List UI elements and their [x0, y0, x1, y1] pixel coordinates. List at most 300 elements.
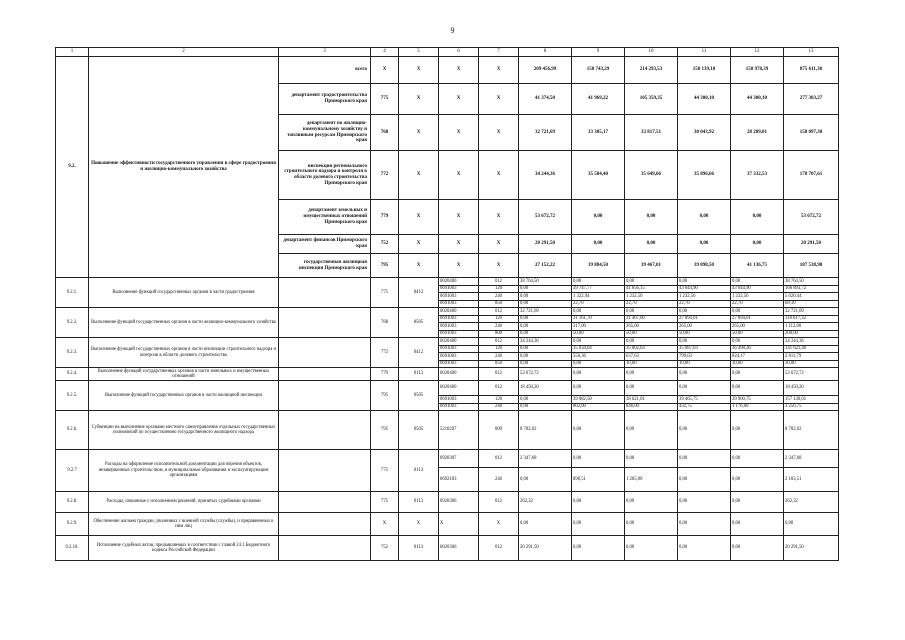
code-csr: 0920306: [439, 492, 479, 513]
amount-cell: 0,00: [572, 360, 625, 368]
amount-cell: 1 232,50: [731, 293, 784, 301]
code-rzpr: 0505: [399, 308, 439, 338]
amount-cell: 8 702,02: [784, 411, 839, 450]
code-grbs: 795: [371, 381, 399, 411]
amount-cell: 0,00: [572, 368, 625, 381]
amount-cell: 178 707,61: [784, 151, 839, 200]
header-cell-9: 9: [572, 48, 625, 57]
amount-cell: 32 721,69: [784, 308, 839, 316]
amount-cell: 22,70: [731, 300, 784, 308]
amount-cell: 44 300,10: [678, 84, 731, 115]
responsible-executor: [279, 536, 371, 561]
amount-cell: 1 232,50: [678, 293, 731, 301]
responsible-executor: [279, 450, 371, 492]
amount-cell: 22,70: [572, 300, 625, 308]
activity-name: Обеспечение жильем граждан, уволенных с военной службы (службы), и приравненных к ним лиц: [89, 513, 279, 536]
activity-name: Субвенции на выполнение органами местного самоуправления отдельных государственных полномочий по осуществлению государственного жилищного надзора: [89, 411, 279, 450]
amount-cell: 50,00: [678, 330, 731, 338]
activity-name: Выполнение функций государственных органов в части жилищной инспекции: [89, 381, 279, 411]
amount-cell: 22,70: [625, 300, 678, 308]
amount-cell: 0,00: [625, 338, 678, 346]
amount-cell: 317,00: [572, 323, 625, 331]
amount-cell: 34 244,36: [519, 338, 572, 346]
amount-cell: 35 649,66: [625, 151, 678, 200]
code-vr: 240: [479, 403, 519, 411]
amount-cell: 38 764,50: [519, 278, 572, 286]
code-csr: 0020400: [439, 368, 479, 381]
code-grbs: 772: [371, 338, 399, 368]
amount-cell: 39 747,77: [572, 285, 625, 293]
header-cell-3: 3: [279, 48, 371, 57]
amount-cell: 0,00: [678, 338, 731, 346]
amount-cell: 150 978,39: [731, 57, 784, 84]
amount-cell: 209 456,99: [519, 57, 572, 84]
amount-cell: 0,00: [572, 513, 625, 536]
code-vr: X: [479, 513, 519, 536]
amount-cell: 0,00: [519, 315, 572, 323]
detail-row: [56, 381, 839, 396]
code-rzpr: X: [399, 151, 439, 200]
code-vr: X: [479, 200, 519, 235]
code-rzpr: 0113: [399, 450, 439, 492]
code-vr: 850: [479, 360, 519, 368]
amount-cell: 265,00: [731, 323, 784, 331]
amount-cell: 875 611,38: [784, 57, 839, 84]
amount-cell: 0,00: [625, 513, 678, 536]
amount-cell: 0,00: [731, 468, 784, 492]
code-vr: X: [479, 57, 519, 84]
amount-cell: 0,00: [678, 368, 731, 381]
code-rzpr: X: [399, 200, 439, 235]
header-cell-7: 7: [479, 48, 519, 57]
activity-name: Выполнение функций государственных органов в части градостроения: [89, 278, 279, 308]
code-vr: 850: [479, 300, 519, 308]
amount-cell: 2 811,79: [784, 353, 839, 361]
code-csr: X: [439, 513, 479, 536]
amount-cell: 0,00: [784, 513, 839, 536]
amount-cell: 898,51: [572, 468, 625, 492]
amount-cell: 39 884,50: [572, 254, 625, 278]
code-vr: 012: [479, 492, 519, 513]
amount-cell: 0,00: [678, 513, 731, 536]
amount-cell: 214 293,53: [625, 57, 678, 84]
code-rzpr: 0505: [399, 381, 439, 411]
responsible-executor: [279, 308, 371, 338]
header-cell-12: 12: [731, 48, 784, 57]
code-csr: 0691003: [439, 360, 479, 368]
code-grbs: 752: [371, 235, 399, 254]
amount-cell: 18 450,20: [784, 381, 839, 396]
header-cell-4: 4: [371, 48, 399, 57]
amount-cell: 0,00: [519, 513, 572, 536]
header-cell-8: 8: [519, 48, 572, 57]
code-vr: 240: [479, 468, 519, 492]
amount-cell: 1 112,00: [784, 323, 839, 331]
amount-cell: 20 291,50: [784, 536, 839, 561]
amount-cell: 41 969,22: [572, 84, 625, 115]
code-grbs: 775: [371, 278, 399, 308]
code-vr: 012: [479, 338, 519, 346]
amount-cell: 0,00: [625, 492, 678, 513]
header-cell-2: 2: [89, 48, 279, 57]
responsible-executor: [279, 381, 371, 411]
detail-row: [56, 450, 839, 468]
code-csr: 0691003: [439, 300, 479, 308]
code-rzpr: X: [399, 235, 439, 254]
code-vr: 009: [479, 411, 519, 450]
code-csr: 0020400: [439, 278, 479, 286]
responsible-executor: департамент финансов Приморского края: [279, 235, 371, 254]
amount-cell: 200,00: [784, 330, 839, 338]
responsible-executor: департамент земельных и имущественных отношений Приморского края: [279, 200, 371, 235]
amount-cell: 50,00: [572, 330, 625, 338]
code-rzpr: 0412: [399, 278, 439, 308]
code-grbs: 768: [371, 115, 399, 151]
amount-cell: 30,00: [784, 360, 839, 368]
amount-cell: 1 205,00: [625, 468, 678, 492]
amount-cell: 799,63: [678, 353, 731, 361]
header-cell-11: 11: [678, 48, 731, 57]
amount-cell: 28 209,01: [731, 115, 784, 151]
responsible-executor: всего: [279, 57, 371, 84]
code-csr: 0692183: [439, 468, 479, 492]
amount-cell: 39 467,01: [625, 254, 678, 278]
row-number: 9.2.6.: [56, 411, 89, 450]
amount-cell: 0,00: [572, 381, 625, 396]
amount-cell: 141 621,46: [784, 345, 839, 353]
code-rzpr: 0113: [399, 368, 439, 381]
code-csr: 0020400: [439, 308, 479, 316]
code-rzpr: 0113: [399, 536, 439, 561]
code-csr: 0020400: [439, 381, 479, 396]
row-number: 9.2.7: [56, 450, 89, 492]
code-vr: 240: [479, 323, 519, 331]
row-number: 9.2.10.: [56, 536, 89, 561]
code-csr: X: [439, 235, 479, 254]
row-number: 9.2.2.: [56, 308, 89, 338]
amount-cell: 0,00: [625, 381, 678, 396]
amount-cell: 265,00: [625, 323, 678, 331]
amount-cell: 802,00: [572, 403, 625, 411]
detail-row: [56, 513, 839, 536]
amount-cell: 550,36: [572, 353, 625, 361]
amount-cell: 39 465,75: [678, 396, 731, 404]
code-csr: 0020400: [439, 338, 479, 346]
amount-cell: 31 161,70: [572, 315, 625, 323]
amount-cell: 0,00: [731, 278, 784, 286]
amount-cell: 1 176,00: [731, 403, 784, 411]
amount-cell: 0,00: [731, 381, 784, 396]
code-grbs: 775: [371, 84, 399, 115]
code-vr: 012: [479, 308, 519, 316]
amount-cell: 0,00: [678, 200, 731, 235]
amount-cell: 0,00: [519, 360, 572, 368]
amount-cell: 18 450,20: [519, 381, 572, 396]
code-csr: X: [439, 254, 479, 278]
amount-cell: 0,00: [625, 536, 678, 561]
code-csr: 0691003: [439, 315, 479, 323]
amount-cell: 0,00: [625, 308, 678, 316]
code-vr: 012: [479, 450, 519, 468]
amount-cell: 432,75: [678, 403, 731, 411]
code-vr: 120: [479, 285, 519, 293]
amount-cell: 150 743,29: [572, 57, 625, 84]
amount-cell: 41 056,15: [625, 285, 678, 293]
amount-cell: 0,00: [572, 200, 625, 235]
amount-cell: 0,00: [519, 323, 572, 331]
amount-cell: 50,00: [731, 330, 784, 338]
row-number: 9.2.3.: [56, 338, 89, 368]
header-cell-13: 13: [784, 48, 839, 57]
amount-cell: 38 621,01: [625, 396, 678, 404]
amount-cell: 0,00: [519, 468, 572, 492]
amount-cell: 20 291,50: [519, 536, 572, 561]
amount-cell: 0,00: [519, 403, 572, 411]
amount-cell: 35 034,04: [572, 345, 625, 353]
code-vr: X: [479, 151, 519, 200]
amount-cell: 0,00: [731, 492, 784, 513]
code-csr: 5210207: [439, 411, 479, 450]
amount-cell: 166 893,72: [784, 285, 839, 293]
amount-cell: 43 044,90: [731, 285, 784, 293]
amount-cell: 34 244,36: [784, 338, 839, 346]
code-csr: 0691003: [439, 353, 479, 361]
amount-cell: 0,00: [519, 345, 572, 353]
code-vr: X: [479, 84, 519, 115]
code-csr: 0691003: [439, 285, 479, 293]
page-number: 9: [450, 26, 455, 35]
amount-cell: 0,00: [731, 368, 784, 381]
amount-cell: 0,00: [678, 492, 731, 513]
amount-cell: 0,00: [519, 293, 572, 301]
amount-cell: 0,00: [678, 411, 731, 450]
code-rzpr: X: [399, 513, 439, 536]
amount-cell: 0,00: [731, 200, 784, 235]
amount-cell: 30 043,92: [678, 115, 731, 151]
amount-cell: 0,00: [731, 308, 784, 316]
amount-cell: 20 291,50: [519, 235, 572, 254]
amount-cell: 0,00: [572, 450, 625, 468]
amount-cell: 0,00: [678, 308, 731, 316]
activity-name: Расходы, связанные с исполнением решений, принятых судебными органами: [89, 492, 279, 513]
amount-cell: 0,00: [519, 300, 572, 308]
activity-name: Выполнение функций государственных органов в части жилищно-коммунального хозяйства: [89, 308, 279, 338]
code-csr: 0691003: [439, 396, 479, 404]
responsible-executor: [279, 278, 371, 308]
row-number: 9.2.1.: [56, 278, 89, 308]
activity-name: Расходы на оформление исполнительной документации для перечня объектов, незавершенных строительством, в муниципальные образования и эксплуатирующим организациям: [89, 450, 279, 492]
amount-cell: 262,32: [784, 492, 839, 513]
amount-cell: 0,00: [678, 450, 731, 468]
amount-cell: 846,00: [625, 403, 678, 411]
amount-cell: 53 672,72: [784, 200, 839, 235]
amount-cell: 41 136,75: [731, 254, 784, 278]
amount-cell: 0,00: [731, 338, 784, 346]
code-grbs: 752: [371, 536, 399, 561]
amount-cell: 150 139,18: [678, 57, 731, 84]
amount-cell: 10,00: [625, 360, 678, 368]
code-grbs: 775: [371, 492, 399, 513]
amount-cell: 32 721,69: [519, 115, 572, 151]
row-number: 9.2.5.: [56, 381, 89, 411]
amount-cell: 39 960,75: [731, 396, 784, 404]
amount-cell: 33 305,17: [572, 115, 625, 151]
code-csr: 0691003: [439, 330, 479, 338]
amount-cell: 0,00: [519, 330, 572, 338]
budget-table: [55, 47, 839, 561]
amount-cell: 2 347,68: [519, 450, 572, 468]
detail-row: [56, 368, 839, 381]
amount-cell: 34 244,36: [519, 151, 572, 200]
amount-cell: 37 332,53: [731, 151, 784, 200]
code-vr: 120: [479, 315, 519, 323]
code-vr: X: [479, 254, 519, 278]
amount-cell: 262,32: [519, 492, 572, 513]
responsible-executor: [279, 338, 371, 368]
code-vr: 800: [479, 330, 519, 338]
responsible-executor: департамент по жилищно-коммунальному хозяйству и топливным ресурсам Приморского края: [279, 115, 371, 151]
code-vr: 012: [479, 381, 519, 396]
amount-cell: 27 894,01: [678, 315, 731, 323]
amount-cell: 0,00: [572, 492, 625, 513]
amount-cell: 0,00: [678, 468, 731, 492]
code-csr: X: [439, 115, 479, 151]
amount-cell: 22,70: [678, 300, 731, 308]
code-csr: 0691003: [439, 293, 479, 301]
code-grbs: 795: [371, 254, 399, 278]
summary-row: [56, 57, 839, 84]
code-grbs: X: [371, 513, 399, 536]
amount-cell: 0,00: [625, 278, 678, 286]
code-vr: 240: [479, 293, 519, 301]
code-vr: 240: [479, 353, 519, 361]
header-cell-6: 6: [439, 48, 479, 57]
code-rzpr: 0412: [399, 338, 439, 368]
amount-cell: 27 894,01: [731, 315, 784, 323]
code-csr: X: [439, 84, 479, 115]
amount-cell: 35 896,66: [678, 151, 731, 200]
amount-cell: 0,00: [731, 536, 784, 561]
code-rzpr: X: [399, 57, 439, 84]
amount-cell: 1 232,50: [625, 293, 678, 301]
amount-cell: 265,00: [678, 323, 731, 331]
activity-name: Выполнение функций государственных органов в части земельных и имущественных отношений: [89, 368, 279, 381]
responsible-executor: государственная жилищная инспекция Приморского края: [279, 254, 371, 278]
program-name: Повышение эффективности государственного управления в сфере градостроения и жилищно-коммунального хозяйства: [89, 57, 279, 278]
detail-row: [56, 308, 839, 316]
code-csr: X: [439, 151, 479, 200]
row-number: 9.2.8.: [56, 492, 89, 513]
header-cell-10: 10: [625, 48, 678, 57]
header-row: [56, 48, 839, 57]
responsible-executor: [279, 492, 371, 513]
amount-cell: 0,00: [519, 396, 572, 404]
amount-cell: 187 538,98: [784, 254, 839, 278]
row-number: 9.2.4.: [56, 368, 89, 381]
detail-row: [56, 411, 839, 450]
code-vr: 120: [479, 345, 519, 353]
detail-row: [56, 278, 839, 286]
amount-cell: 44 300,10: [731, 84, 784, 115]
detail-row: [56, 492, 839, 513]
header-cell-5: 5: [399, 48, 439, 57]
detail-row: [56, 338, 839, 346]
amount-cell: 0,00: [731, 235, 784, 254]
amount-cell: 0,00: [678, 381, 731, 396]
amount-cell: 0,00: [731, 450, 784, 468]
amount-cell: 0,00: [572, 338, 625, 346]
code-vr: 012: [479, 536, 519, 561]
amount-cell: 53 672,72: [519, 200, 572, 235]
code-grbs: 768: [371, 308, 399, 338]
amount-cell: 0,00: [572, 411, 625, 450]
code-vr: X: [479, 115, 519, 151]
row-number: 9.2.: [56, 57, 89, 278]
amount-cell: 0,00: [572, 308, 625, 316]
amount-cell: 0,00: [572, 536, 625, 561]
amount-cell: 27 152,22: [519, 254, 572, 278]
amount-cell: 3 256,75: [784, 403, 839, 411]
amount-cell: 0,00: [625, 200, 678, 235]
code-rzpr: X: [399, 84, 439, 115]
amount-cell: 35 087,03: [678, 345, 731, 353]
detail-row: [56, 536, 839, 561]
code-csr: 0920307: [439, 450, 479, 468]
code-grbs: 772: [371, 151, 399, 200]
amount-cell: 0,00: [572, 235, 625, 254]
code-rzpr: 0505: [399, 411, 439, 450]
activity-name: Выполнение функций государственных органов в части инспекции строительного надзора и контроля в области долевого строительства: [89, 338, 279, 368]
code-csr: 0691003: [439, 345, 479, 353]
amount-cell: 0,00: [625, 411, 678, 450]
row-number: 9.2.9.: [56, 513, 89, 536]
amount-cell: 20 291,50: [784, 235, 839, 254]
code-csr: 0691003: [439, 323, 479, 331]
amount-cell: 5 020,44: [784, 293, 839, 301]
amount-cell: 0,00: [519, 285, 572, 293]
amount-cell: 38 764,50: [784, 278, 839, 286]
amount-cell: 53 672,72: [784, 368, 839, 381]
code-csr: X: [439, 57, 479, 84]
responsible-executor: [279, 411, 371, 450]
amount-cell: 0,00: [731, 513, 784, 536]
amount-cell: 41 374,50: [519, 84, 572, 115]
responsible-executor: департамент градостроительства Приморского края: [279, 84, 371, 115]
amount-cell: 1 322,94: [572, 293, 625, 301]
amount-cell: 824,17: [731, 353, 784, 361]
amount-cell: 68,10: [784, 300, 839, 308]
amount-cell: 8 702,02: [519, 411, 572, 450]
code-grbs: 779: [371, 368, 399, 381]
amount-cell: 31 467,60: [625, 315, 678, 323]
amount-cell: 53 672,72: [519, 368, 572, 381]
amount-cell: 2 347,68: [784, 450, 839, 468]
amount-cell: 0,00: [572, 278, 625, 286]
responsible-executor: [279, 513, 371, 536]
amount-cell: 10,00: [678, 360, 731, 368]
amount-cell: 0,00: [678, 536, 731, 561]
code-vr: X: [479, 235, 519, 254]
amount-cell: 0,00: [625, 235, 678, 254]
amount-cell: 0,00: [731, 411, 784, 450]
code-rzpr: X: [399, 254, 439, 278]
responsible-executor: инспекция регионального строительного надзора и контроля в области долевого строительства Приморского края: [279, 151, 371, 200]
code-vr: 012: [479, 278, 519, 286]
code-rzpr: 0113: [399, 492, 439, 513]
code-grbs: 779: [371, 200, 399, 235]
code-grbs: 775: [371, 450, 399, 492]
amount-cell: 2 103,51: [784, 468, 839, 492]
